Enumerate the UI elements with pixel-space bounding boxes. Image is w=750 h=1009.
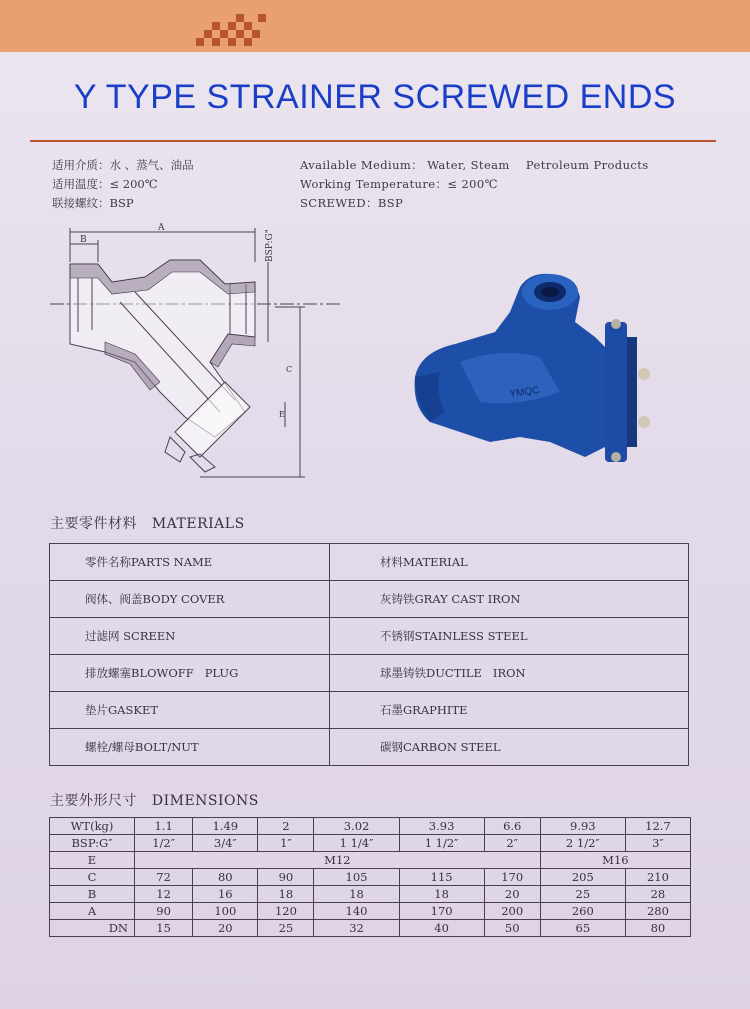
spec-temperature-cn: 适用温度：≤ 200℃: [52, 177, 158, 191]
table-cell: M12: [135, 852, 541, 869]
table-row: [50, 544, 689, 581]
row-label: A: [50, 903, 135, 920]
table-cell: 105: [314, 869, 399, 886]
table-cell: 20: [193, 920, 258, 937]
materials-title: 主要零件材料 MATERIALS: [50, 516, 245, 532]
spec-medium-en: Available Medium： Water, Steam Petroleum Products: [300, 158, 649, 172]
table-cell: 80: [625, 920, 690, 937]
row-label: BSP:G″: [50, 835, 135, 852]
table-cell: 50: [484, 920, 540, 937]
table-cell: 210: [625, 869, 690, 886]
table-cell: 200: [484, 903, 540, 920]
checker-decoration: [196, 14, 266, 52]
spec-temperature-en: Working Temperature：≤ 200℃: [300, 177, 498, 191]
table-cell: 1 1/4″: [314, 835, 399, 852]
table-cell: 2″: [484, 835, 540, 852]
table-cell: 6.6: [484, 818, 540, 835]
table-cell: 170: [399, 903, 484, 920]
photo-logo-text: YMQC: [508, 384, 541, 400]
table-cell: 1/2″: [135, 835, 193, 852]
table-cell: 2: [258, 818, 314, 835]
table-row: [50, 692, 689, 729]
row-label: B: [50, 886, 135, 903]
table-cell: 20: [484, 886, 540, 903]
table-cell: 18: [314, 886, 399, 903]
table-cell: 12.7: [625, 818, 690, 835]
title-divider: [30, 140, 716, 142]
table-cell: 140: [314, 903, 399, 920]
table-cell: 40: [399, 920, 484, 937]
dimension-a-label: A: [158, 223, 165, 233]
row-label: WT(kg): [50, 818, 135, 835]
material-header: 材料MATERIAL: [330, 544, 689, 581]
table-cell: 80: [193, 869, 258, 886]
table-cell: 280: [625, 903, 690, 920]
page-title: Y TYPE STRAINER SCREWED ENDS: [73, 78, 677, 116]
table-cell: 28: [625, 886, 690, 903]
table-cell: 1.49: [193, 818, 258, 835]
table-cell: 15: [135, 920, 193, 937]
row-label: C: [50, 869, 135, 886]
parts-name-header: 零件名称PARTS NAME: [50, 544, 330, 581]
table-row: [50, 835, 691, 852]
table-cell: 16: [193, 886, 258, 903]
table-cell: 25: [258, 920, 314, 937]
spec-thread-en: SCREWED：BSP: [300, 196, 404, 210]
table-cell: 3/4″: [193, 835, 258, 852]
spec-medium-cn: 适用介质：水 、蒸气、油品: [52, 158, 194, 172]
spec-thread-cn: 联接螺纹：BSP: [52, 196, 134, 210]
material-cell: 石墨GRAPHITE: [330, 692, 689, 729]
table-cell: 18: [258, 886, 314, 903]
table-cell: 260: [540, 903, 625, 920]
table-cell: 65: [540, 920, 625, 937]
table-cell: 32: [314, 920, 399, 937]
specs-chinese: [52, 156, 194, 213]
table-row: [50, 818, 691, 835]
top-band: [0, 0, 750, 52]
table-cell: 1 1/2″: [399, 835, 484, 852]
row-label: E: [50, 852, 135, 869]
part-name-cell: 阀体、阀盖BODY COVER: [50, 581, 330, 618]
table-row: [50, 903, 691, 920]
table-cell: 170: [484, 869, 540, 886]
dimension-b-label: B: [80, 235, 87, 245]
strainer-product-photo: [400, 262, 675, 472]
table-cell: 2 1/2″: [540, 835, 625, 852]
strainer-section-drawing: [50, 222, 340, 484]
dimension-e-label: E: [279, 410, 285, 419]
material-cell: 碳钢CARBON STEEL: [330, 729, 689, 766]
table-cell: 100: [193, 903, 258, 920]
dimensions-title: 主要外形尺寸 DIMENSIONS: [50, 793, 259, 809]
dimension-bsp-label: BSP:G": [265, 229, 275, 262]
table-row: [50, 869, 691, 886]
table-cell: 205: [540, 869, 625, 886]
table-row: [50, 920, 691, 937]
table-cell: 18: [399, 886, 484, 903]
table-row: [50, 618, 689, 655]
table-row: [50, 655, 689, 692]
table-cell: 1″: [258, 835, 314, 852]
table-cell: 72: [135, 869, 193, 886]
table-row: [50, 852, 691, 869]
materials-table: [49, 543, 689, 766]
table-cell: M16: [540, 852, 690, 869]
table-cell: 25: [540, 886, 625, 903]
table-cell: 9.93: [540, 818, 625, 835]
table-cell: 120: [258, 903, 314, 920]
part-name-cell: 垫片GASKET: [50, 692, 330, 729]
part-name-cell: 螺栓/螺母BOLT/NUT: [50, 729, 330, 766]
table-row: [50, 729, 689, 766]
dimensions-table: [49, 817, 691, 937]
part-name-cell: 排放螺塞BLOWOFF PLUG: [50, 655, 330, 692]
material-cell: 球墨铸铁DUCTILE IRON: [330, 655, 689, 692]
table-cell: 3.93: [399, 818, 484, 835]
table-cell: 12: [135, 886, 193, 903]
table-cell: 90: [135, 903, 193, 920]
row-label: DN: [50, 920, 135, 937]
table-cell: 90: [258, 869, 314, 886]
dimension-c-label: C: [286, 365, 293, 374]
material-cell: 不锈钢STAINLESS STEEL: [330, 618, 689, 655]
part-name-cell: 过滤网 SCREEN: [50, 618, 330, 655]
material-cell: 灰铸铁GRAY CAST IRON: [330, 581, 689, 618]
table-cell: 3″: [625, 835, 690, 852]
table-row: [50, 886, 691, 903]
specs-english: [300, 156, 649, 213]
table-cell: 115: [399, 869, 484, 886]
table-cell: 1.1: [135, 818, 193, 835]
table-cell: 3.02: [314, 818, 399, 835]
table-row: [50, 581, 689, 618]
